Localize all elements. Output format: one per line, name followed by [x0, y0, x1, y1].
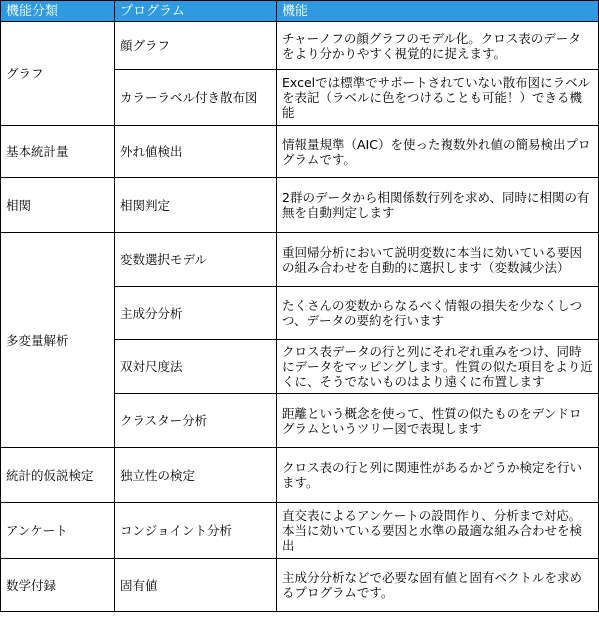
category-cell: グラフ	[1, 22, 115, 126]
category-cell: 相関	[1, 178, 115, 233]
category-cell: 数学付録	[1, 559, 115, 612]
program-cell: 外れ値検出	[115, 126, 277, 178]
function-cell: チャーノフの顔グラフのモデル化。クロス表のデータをより分かりやすく視覚的に捉えます。	[277, 22, 599, 70]
function-cell: たくさんの変数からなるべく情報の損失を少なくしつつ、データの要約を行います	[277, 287, 599, 340]
table-row	[1, 503, 599, 559]
function-cell: 直交表によるアンケートの設問作り、分析まで対応。本当に効いている要因と水準の最適な組み合わせを検出	[277, 503, 599, 559]
header-function: 機能	[277, 1, 599, 22]
category-cell: アンケート	[1, 503, 115, 559]
program-cell: 双対尺度法	[115, 340, 277, 394]
table-row	[1, 233, 599, 287]
function-cell: 主成分分析などで必要な固有値と固有ベクトルを求めるプログラムです。	[277, 559, 599, 612]
table-row	[1, 22, 599, 70]
program-cell: 固有値	[115, 559, 277, 612]
program-cell: 顔グラフ	[115, 22, 277, 70]
table-row	[1, 126, 599, 178]
category-cell: 基本統計量	[1, 126, 115, 178]
table-row	[1, 178, 599, 233]
header-row	[1, 1, 599, 22]
program-cell: コンジョイント分析	[115, 503, 277, 559]
program-cell: 主成分分析	[115, 287, 277, 340]
function-cell: Excelでは標準でサポートされていない散布図にラベルを表記（ラベルに色をつけることも可能！）できる機能	[277, 70, 599, 126]
program-cell: 変数選択モデル	[115, 233, 277, 287]
header-category: 機能分類	[1, 1, 115, 22]
function-cell: 重回帰分析において説明変数に本当に効いている要因の組み合わせを自動的に選択します（変数減少法）	[277, 233, 599, 287]
table-row	[1, 448, 599, 503]
function-cell: クロス表データの行と列にそれぞれ重みをつけ、同時にデータをマッピングします。性質の似た項目をより近くに、そうでないものはより遠くに布置します	[277, 340, 599, 394]
function-cell: 情報量規準（AIC）を使った複数外れ値の簡易検出プログラムです。	[277, 126, 599, 178]
function-cell: 距離という概念を使って、性質の似たものをデンドログラムというツリー図で表現します	[277, 394, 599, 448]
category-cell: 統計的仮説検定	[1, 448, 115, 503]
program-cell: 相関判定	[115, 178, 277, 233]
program-cell: クラスター分析	[115, 394, 277, 448]
program-cell: カラーラベル付き散布図	[115, 70, 277, 126]
table-row	[1, 559, 599, 612]
category-cell: 多変量解析	[1, 233, 115, 448]
program-cell: 独立性の検定	[115, 448, 277, 503]
function-cell: 2群のデータから相関係数行列を求め、同時に相関の有無を自動判定します	[277, 178, 599, 233]
function-cell: クロス表の行と列に関連性があるかどうか検定を行います。	[277, 448, 599, 503]
header-program: プログラム	[115, 1, 277, 22]
